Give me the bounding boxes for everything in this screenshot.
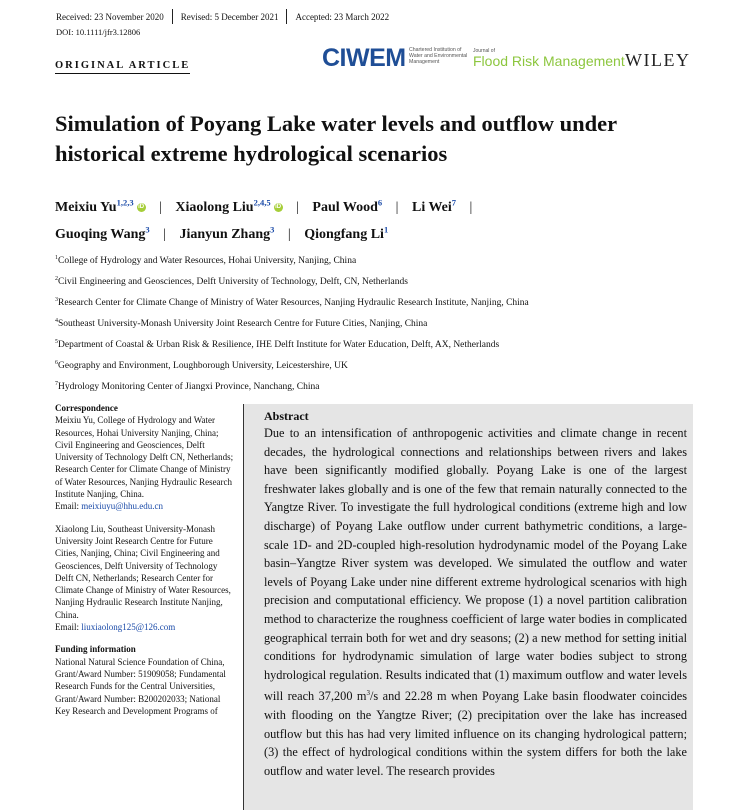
affiliation-marker: 2,4,5 — [253, 197, 271, 207]
author[interactable]: Meixiu Yu$^{1,2,3}$ iD — [55, 197, 145, 215]
ciwem-logo: CIWEM — [322, 44, 406, 72]
affiliation-marker: 3 — [145, 224, 150, 235]
affiliation: $^7$Hydrology Monitoring Center of Jiangxi Province, Nanchang, China — [55, 381, 320, 393]
affiliation-marker: 3 — [270, 224, 275, 235]
affiliation-marker: 7 — [451, 197, 457, 207]
funding-text: National Natural Science Foundation of China, Grant/Award Number: 51909058; Fundamental Research Funds for the Central Universities, Grant/Award Number: B200202033; National Key Research and Development Programs of — [55, 656, 226, 716]
correspondence-email: Email: liuxiaolong125@126.com — [55, 622, 176, 633]
divider — [172, 9, 173, 24]
affiliation: $^2$Civil Engineering and Geosciences, Delft University of Technology, Delft, CN, Netherlands — [55, 276, 408, 288]
journal-of-label: Journal of — [473, 48, 495, 54]
author[interactable]: Guoqing Wang$^3$ — [55, 224, 150, 243]
affiliation-marker: 1 — [383, 224, 389, 235]
correspondence-text: Meixiu Yu, College of Hydrology and Water Resources, Hohai University Nanjing, China; Civil Engineering and Geosciences, Delft University of Technology Delft CN, Netherlands; Research Center for Climate Change of Ministry of Water Resources, Nanjing Hydraulic Research Institute Nanjing, China. — [55, 415, 234, 500]
accepted-date: Accepted: 23 March 2022 — [295, 11, 390, 22]
ciwem-logo-subtitle: Chartered Institution of Water and Environmental Management — [409, 47, 468, 66]
author[interactable]: Qiongfang Li$^1$ — [304, 224, 389, 243]
divider — [286, 9, 287, 24]
email-link[interactable]: meixiuyu@hhu.edu.cn — [81, 501, 164, 512]
affiliation: $^6$Geography and Environment, Loughborough University, Leicestershire, UK — [55, 360, 348, 372]
author[interactable]: Li Wei$^7$ — [411, 197, 457, 215]
author-list — [55, 191, 705, 246]
abstract-text: Due to an intensification of anthropogenic activities and climate change in recent decades, the hydrological connections and relationships between rivers and lakes have been significantly modified globally. Poyang Lake is one of the largest freshwater lakes globally and is one of the few that remain naturally connected to the Yangtze River. To investigate the full hydrological conditions (extreme high and low discharge) of Poyang Lake outflow under current bathymetric conditions, a large-scale 1D- and 2D-coupled high-resolution hydrodynamic model of the Poyang Lake basin–Yangtze River system was developed. We simulated the outflow and water levels of Poyang Lake under nine different extreme hydrological scenarios with high precision and computational efficiency. We propose (1) a novel partition calibration method to characterize the roughness coefficient of large water bodies in complicated geographical terrain both for wet and dry seasons; (2) a new method for setting initial conditions for hydrodynamic simulation of large water bodies subject to strong hydrological regulation. Results indicated that (1) maximum outflow and water levels will reach 37,200 $m^3/s$ and 22.28 m when Poyang Lake basin floodwater coincides with flooding on the Yangtze River; (2) precipitation over the lake has increased outflow but this has had very limited influence on its changing hydrological pattern; (3) the effect of hydrological conditions within the system differs for both the lake outflow and water level. The research provides — [264, 426, 687, 778]
correspondence-heading: Correspondence — [55, 403, 118, 413]
affiliation-list — [55, 250, 715, 397]
author-separator: | — [395, 199, 399, 215]
abstract-heading: Abstract — [264, 409, 309, 423]
author-separator: | — [163, 227, 166, 243]
author-separator: | — [296, 199, 299, 215]
journal-name: Flood Risk Management — [473, 53, 625, 69]
orcid-icon[interactable]: iD — [275, 203, 282, 210]
author[interactable]: Jianyun Zhang$^3$ — [179, 224, 275, 243]
wiley-logo: WILEY — [625, 50, 691, 70]
author[interactable]: Xiaolong Liu$^{2,4,5}$ iD — [175, 197, 282, 215]
doi[interactable]: DOI: 10.1111/jfr3.12806 — [56, 27, 141, 37]
author-separator: | — [469, 199, 473, 215]
abstract-box — [243, 404, 693, 810]
affiliation-marker: 1,2,3 — [116, 197, 134, 207]
correspondence-text: Xiaolong Liu, Southeast University-Monash University Joint Research Centre for Future Cities, Nanjing, China; Civil Engineering and Geosciences, Delft University of Technology Delft CN, Netherlands; Research Center for Climate Change of Ministry of Water Resources, Nanjing Hydraulic Research Institute Nanjing, China. — [55, 523, 231, 620]
sidebar — [55, 402, 235, 717]
author-separator: | — [159, 199, 162, 215]
correspondence-email: Email: meixiuyu@hhu.edu.cn — [55, 501, 164, 512]
publication-dates — [56, 9, 389, 24]
received-date: Received: 23 November 2020 — [56, 11, 164, 22]
affiliation: $^4$Southeast University-Monash University Joint Research Centre for Future Cities, Nanjing, China — [55, 318, 428, 330]
revised-date: Revised: 5 December 2021 — [180, 11, 279, 22]
orcid-icon[interactable]: iD — [138, 203, 145, 210]
affiliation: $^3$Research Center for Climate Change of Ministry of Water Resources, Nanjing Hydraulic Research Institute, Nanjing, China — [55, 297, 529, 309]
article-type: ORIGINAL ARTICLE — [55, 60, 190, 74]
author-separator: | — [287, 227, 291, 243]
affiliation: $^1$College of Hydrology and Water Resources, Hohai University, Nanjing, China — [55, 255, 357, 267]
email-link[interactable]: liuxiaolong125@126.com — [81, 622, 176, 633]
article-title: Simulation of Poyang Lake water levels and outflow under historical extreme hydrological scenarios — [55, 111, 617, 166]
affiliation: $^5$Department of Coastal & Urban Risk & Resilience, IHE Delft Institute for Water Education, Delft, AX, Netherlands — [55, 339, 500, 351]
author[interactable]: Paul Wood$^6$ — [312, 197, 383, 215]
affiliation-marker: 6 — [377, 197, 383, 207]
funding-heading: Funding information — [55, 644, 136, 655]
